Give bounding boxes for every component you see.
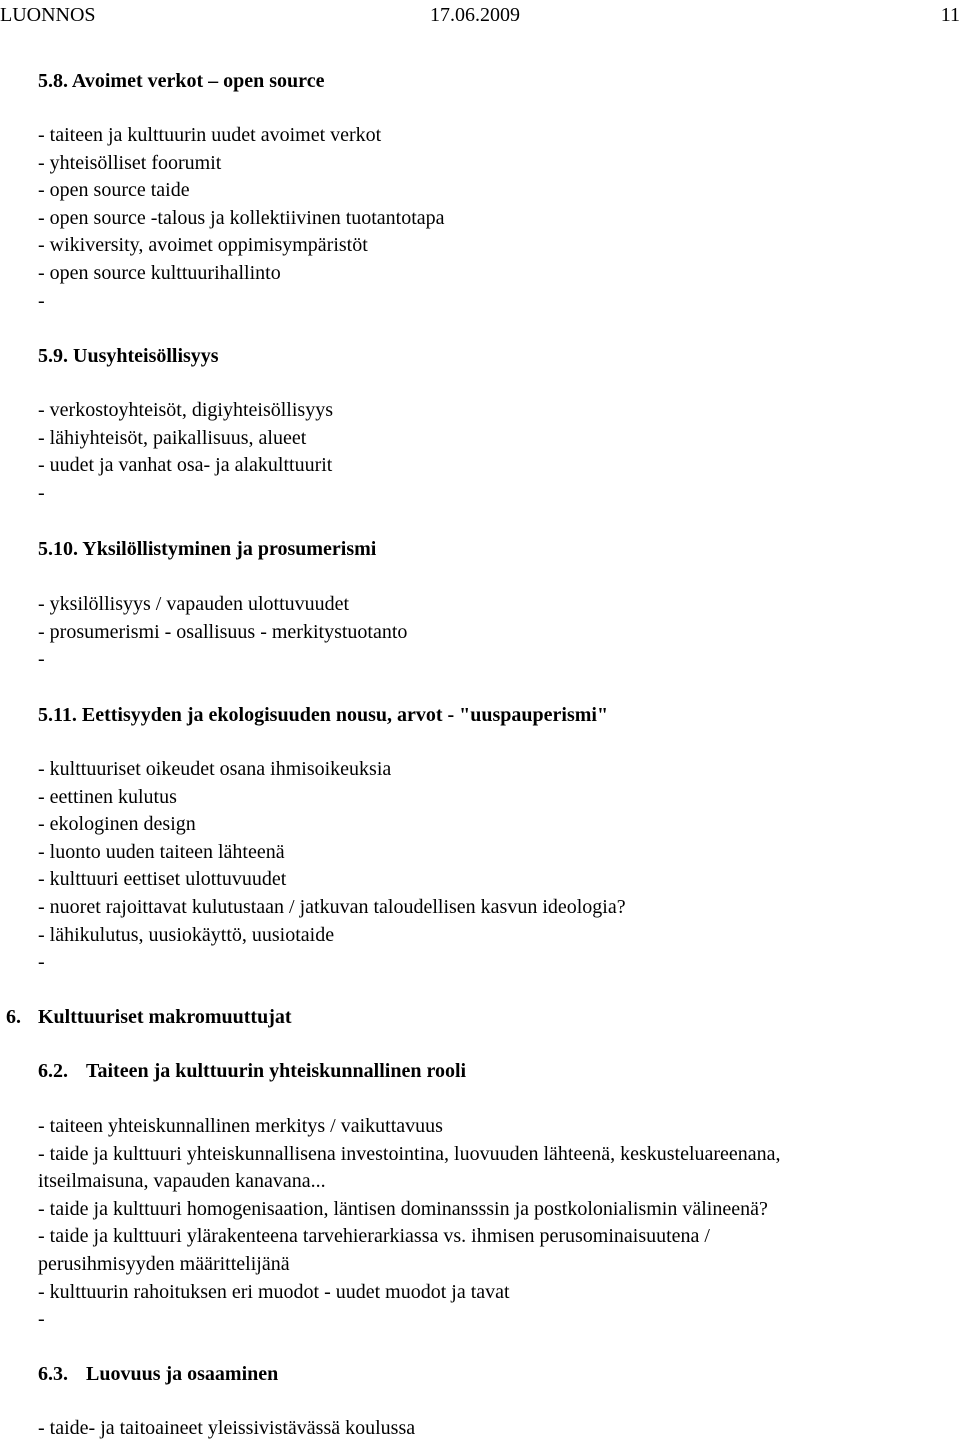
chapter-title: Kulttuuriset makromuuttujat (38, 1006, 292, 1028)
section-6-2-list (38, 1113, 938, 1334)
list-item: - uudet ja vanhat osa- ja alakulttuurit (38, 454, 333, 477)
list-item: - taiteen ja kulttuurin uudet avoimet verkot (38, 124, 382, 146)
list-item: - kulttuuriset oikeudet osana ihmisoikeuksia (38, 758, 392, 780)
section-5-10 (38, 536, 938, 564)
chapter-number: 6. (6, 1006, 21, 1028)
section-5-11 (38, 702, 938, 730)
list-item: - verkostoyhteisöt, digiyhteisöllisyys (38, 399, 333, 421)
list-item: - taide ja kulttuuri yhteiskunnallisena investointina, luovuuden lähteenä, keskusteluareenana, (38, 1142, 781, 1165)
list-item: - yhteisölliset foorumit (38, 151, 222, 174)
list-item: - (38, 951, 45, 974)
list-item: - (38, 481, 45, 504)
section-number: 6.3. (38, 1363, 68, 1385)
section-heading: 5.8. Avoimet verkot – open source (38, 70, 325, 92)
chapter-heading (6, 1004, 906, 1032)
section-6-3-list (38, 1415, 938, 1443)
list-item: - wikiversity, avoimet oppimisympäristöt (38, 234, 368, 257)
list-item: - (38, 648, 45, 671)
list-item: itseilmaisuna, vapauden kanavana... (38, 1170, 326, 1193)
list-item: - lähiyhteisöt, paikallisuus, alueet (38, 426, 307, 449)
list-item: - eettinen kulutus (38, 785, 177, 808)
list-item: - open source taide (38, 179, 190, 202)
section-5-11-list (38, 756, 938, 977)
list-item: - (38, 1308, 45, 1331)
section-heading: 5.11. Eettisyyden ja ekologisuuden nousu, arvot - "uuspauperismi" (38, 704, 609, 726)
page-number: 11 (940, 4, 960, 26)
list-item: - prosumerismi - osallisuus - merkitystuotanto (38, 620, 408, 643)
list-item: - nuoret rajoittavat kulutustaan / jatkuvan taloudellisen kasvun ideologia? (38, 895, 626, 918)
list-item: - (38, 289, 45, 312)
draft-label: LUONNOS (0, 4, 96, 26)
list-item: - kulttuuri eettiset ulottuvuudet (38, 868, 287, 891)
chapter-6 (6, 1004, 906, 1032)
list-item: - taide- ja taitoaineet yleissivistävässä koulussa (38, 1417, 416, 1439)
list-item: - yksilöllisyys / vapauden ulottuvuudet (38, 593, 350, 615)
section-heading (38, 1058, 938, 1086)
list-item: - taide ja kulttuuri homogenisaation, läntisen dominansssin ja postkolonialismin välineenä? (38, 1197, 768, 1220)
section-heading (38, 1361, 938, 1389)
list-item: - kulttuurin rahoituksen eri muodot - uudet muodot ja tavat (38, 1280, 510, 1303)
section-title: Luovuus ja osaaminen (86, 1363, 279, 1385)
section-number: 6.2. (38, 1060, 68, 1082)
section-5-8-list (38, 122, 938, 315)
list-item: - lähikulutus, uusiokäyttö, uusiotaide (38, 923, 335, 946)
list-item: perusihmisyyden määrittelijänä (38, 1252, 290, 1275)
section-6-3 (38, 1361, 938, 1389)
list-item: - taiteen yhteiskunnallinen merkitys / vaikuttavuus (38, 1115, 443, 1137)
section-heading: 5.9. Uusyhteisöllisyys (38, 345, 219, 367)
list-item: - ekologinen design (38, 813, 196, 836)
section-5-9 (38, 343, 938, 371)
section-5-9-list (38, 397, 938, 507)
page-header (0, 2, 960, 28)
section-heading: 5.10. Yksilöllistyminen ja prosumerismi (38, 538, 377, 560)
list-item: - taide ja kulttuuri ylärakenteena tarvehierarkiassa vs. ihmisen perusominaisuutena / (38, 1225, 710, 1248)
section-title: Taiteen ja kulttuurin yhteiskunnallinen rooli (86, 1060, 467, 1082)
section-5-8 (38, 68, 938, 96)
header-date: 17.06.2009 (430, 4, 520, 26)
list-item: - luonto uuden taiteen lähteenä (38, 840, 285, 863)
list-item: - open source -talous ja kollektiivinen tuotantotapa (38, 206, 445, 229)
list-item: - open source kulttuurihallinto (38, 261, 281, 284)
section-6-2 (38, 1058, 938, 1086)
section-5-10-list (38, 591, 938, 674)
